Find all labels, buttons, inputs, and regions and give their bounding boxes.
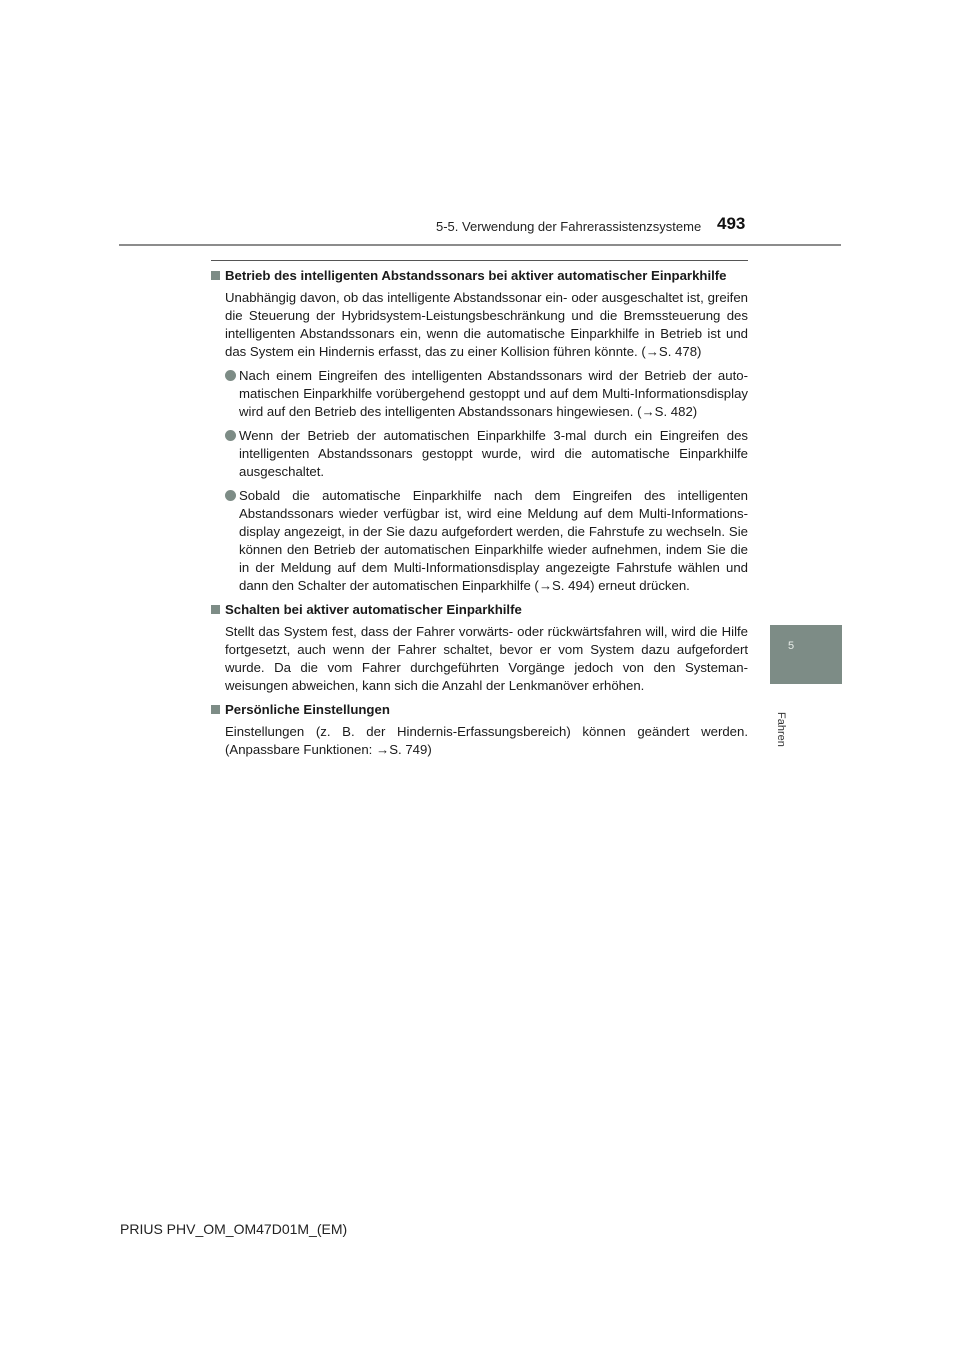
section-sonar-during-parking <box>211 267 748 595</box>
section-shifting <box>211 601 748 695</box>
section-heading-text: Betrieb des intelligenten Abstandssonars bei aktiver automatischer Einparkhilfe <box>225 268 727 283</box>
header-section-title: 5-5. Verwendung der Fahrerassistenzsysteme <box>436 219 702 234</box>
section-heading <box>211 701 748 719</box>
page-content <box>211 267 748 765</box>
section-heading-text: Schalten bei aktiver automatischer Einparkhilfe <box>225 602 522 617</box>
header-rule <box>119 244 841 246</box>
bullet-item <box>239 367 748 421</box>
chapter-tab <box>770 625 842 684</box>
bullet-item <box>239 487 748 595</box>
bullet-text: Nach einem Eingreifen des intelligenten Abstandssonars wird der Betrieb der automatischen Einparkhilfe vorübergehend gestoppt und auf dem Multi-Informationsdisplay wird auf den Betrieb des intelligenten Abstandssonars hingewiesen. (→S. 482) <box>239 368 748 419</box>
section-heading <box>211 601 748 619</box>
section-heading-text: Persönliche Einstellungen <box>225 702 390 717</box>
page-number: 493 <box>717 214 746 233</box>
square-bullet-icon <box>211 605 220 614</box>
footer-document-id: PRIUS PHV_OM_OM47D01M_(EM) <box>120 1221 348 1237</box>
round-bullet-icon <box>225 490 236 501</box>
round-bullet-icon <box>225 370 236 381</box>
bullet-item <box>239 427 748 481</box>
section-paragraph: Stellt das System fest, dass der Fahrer vorwärts- oder rückwärtsfahren will, wird die Hilfe fortgesetzt, auch wenn der Fahrer schaltet, bevor er vom System dazu aufgefordert wurde. Da die vom Fahrer durchgeführten Vorgänge jedoch von den Systemanweisungen abweichen, kann sich die Anzahl der Lenkmanöver erhöhen. <box>225 624 748 693</box>
round-bullet-icon <box>225 430 236 441</box>
square-bullet-icon <box>211 271 220 280</box>
section-heading <box>211 267 748 285</box>
section-personal-settings <box>211 701 748 759</box>
chapter-tab-number: 5 <box>788 640 795 652</box>
section-paragraph: Unabhängig davon, ob das intelligente Abstandssonar ein- oder ausgeschaltet ist, greifen die Steuerung der Hybridsystem-Leistungsbeschränkung und die Bremssteuerung des intelligenten Abstandssonars ein, wenn die automatische Einparkhilfe in Betrieb ist und das System ein Hindernis erfasst, das zu einer Kollision führen könnte. (→S. 478) <box>225 290 748 359</box>
bullet-text: Sobald die automatische Einparkhilfe nach dem Eingreifen des intelligenten Abstandssonars wieder verfügbar ist, wird eine Meldung auf dem Multi-Informationsdisplay angezeigt, in der Sie dazu aufgefordert werden, die Fahrstufe zu wechseln. Sie können den Betrieb der automatischen Einparkhilfe wieder aufnehmen, indem Sie die in der Meldung auf dem Multi-Informationsdisplay angezeigte Fahrstufe wählen und dann den Schalter der automatischen Einparkhilfe (→S. 494) erneut drücken. <box>239 488 748 593</box>
content-top-rule <box>211 260 748 261</box>
chapter-tab-label: Fahren <box>775 712 787 747</box>
section-paragraph: Einstellungen (z. B. der Hindernis-Erfassungsbereich) können geändert werden. (Anpassbare Funktionen: →S. 749) <box>225 724 748 757</box>
bullet-text: Wenn der Betrieb der automatischen Einparkhilfe 3-mal durch ein Eingreifen des intelligenten Abstandssonars gestoppt wurde, wird die automatische Einparkhilfe ausgeschaltet. <box>239 428 748 479</box>
square-bullet-icon <box>211 705 220 714</box>
